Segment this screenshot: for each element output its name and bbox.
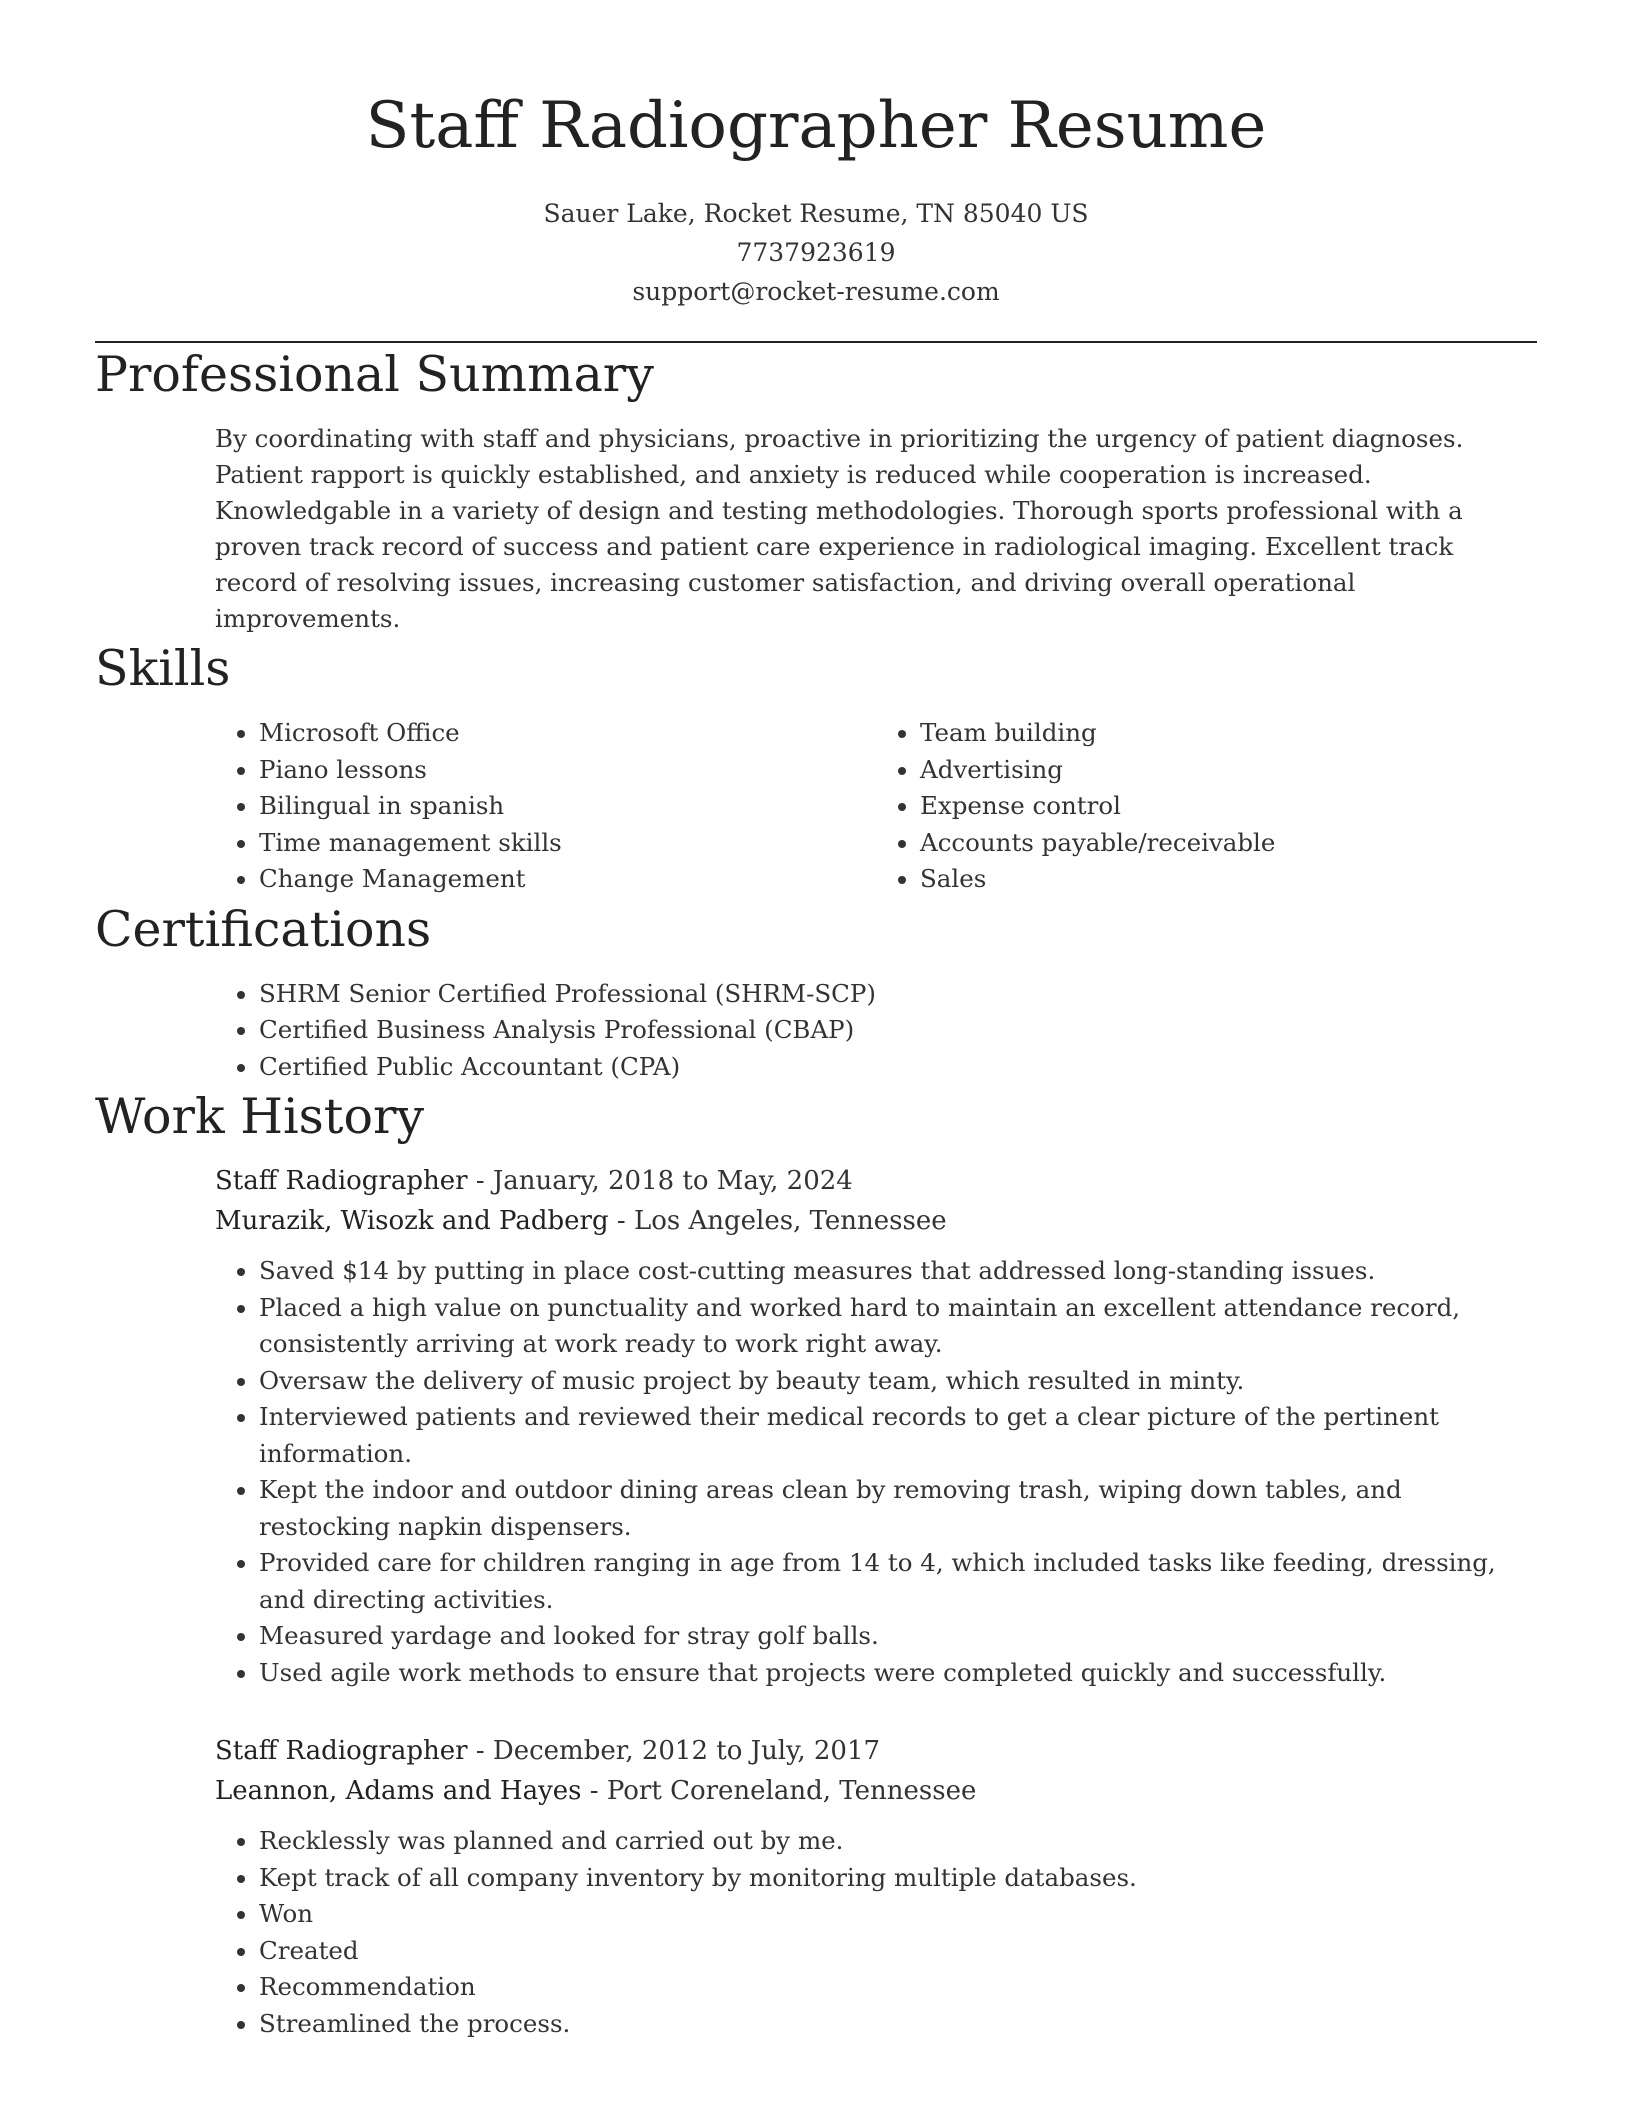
job-bullets [215, 1823, 1537, 2042]
list-item: • Recklessly was planned and carried out by me. [259, 1823, 1537, 1860]
job-bullet-list [215, 1253, 1537, 1691]
list-item: • Time management skills [259, 825, 876, 862]
skills-columns [215, 715, 1537, 898]
summary-heading: Professional Summary [95, 346, 654, 403]
email: support@rocket-resume.com [632, 277, 1000, 306]
job-entry-2 [215, 1731, 1537, 2042]
list-item: • Used agile work methods to ensure that projects were completed quickly and successfully. [259, 1655, 1537, 1692]
list-item: • Kept the indoor and outdoor dining areas clean by removing trash, wiping down tables, and restocking napkin dispensers. [259, 1472, 1537, 1545]
certifications-section [215, 976, 1537, 1086]
list-item: • Placed a high value on punctuality and worked hard to maintain an excellent attendance record, consistently arriving at work ready to work right away. [259, 1290, 1537, 1363]
list-item: • Provided care for children ranging in age from 14 to 4, which included tasks like feeding, dressing, and directing activities. [259, 1545, 1537, 1618]
list-item: • Oversaw the delivery of music project by beauty team, which resulted in minty. [259, 1363, 1537, 1400]
skills-heading: Skills [95, 640, 231, 697]
list-item: • Certified Business Analysis Professional (CBAP) [259, 1012, 1537, 1049]
list-item: • Expense control [920, 788, 1537, 825]
job-company: Leannon, Adams and Hayes [215, 1776, 582, 1806]
list-item: • Microsoft Office [259, 715, 876, 752]
job-location: - Los Angeles, Tennessee [608, 1206, 947, 1236]
list-item: • Kept track of all company inventory by monitoring multiple databases. [259, 1860, 1537, 1897]
list-item: • Advertising [920, 752, 1537, 789]
job-title: Staff Radiographer [215, 1736, 468, 1766]
list-item: • Piano lessons [259, 752, 876, 789]
list-item: • Sales [920, 861, 1537, 898]
address: Sauer Lake, Rocket Resume, TN 85040 US [543, 199, 1089, 228]
skills-list-right [876, 715, 1537, 898]
list-item: • Team building [920, 715, 1537, 752]
summary-text: By coordinating with staff and physicians, proactive in prioritizing the urgency of patient diagnoses. Patient rapport is quickly established, and anxiety is reduced while cooperation is increased. Knowledgable in a variety of design and testing methodologies. Thorough sports professional with a proven track record of success and patient care experience in radiological imaging. Excellent track record of resolving issues, increasing customer satisfaction, and driving overall operational improvements. [215, 424, 1464, 633]
job-title-line [215, 1731, 1537, 1771]
phone: 7737923619 [736, 238, 896, 267]
list-item: • Change Management [259, 861, 876, 898]
list-item: • Created [259, 1933, 1537, 1970]
list-item: • Won [259, 1896, 1537, 1933]
list-item: • Measured yardage and looked for stray golf balls. [259, 1618, 1537, 1655]
job-company-line [215, 1771, 1537, 1811]
job-dates: - January, 2018 to May, 2024 [467, 1166, 853, 1196]
resume-title: Staff Radiographer Resume [365, 89, 1267, 163]
job-dates: - December, 2012 to July, 2017 [467, 1736, 881, 1766]
list-item: • Bilingual in spanish [259, 788, 876, 825]
skills-list-left [215, 715, 876, 898]
job-title-line [215, 1161, 1537, 1201]
list-item: • Streamlined the process. [259, 2006, 1537, 2043]
work-history-heading: Work History [95, 1088, 425, 1145]
resume-header [95, 0, 1537, 311]
contact-info [95, 194, 1537, 311]
job-bullets [215, 1253, 1537, 1691]
list-item: • Interviewed patients and reviewed their medical records to get a clear picture of the pertinent information. [259, 1399, 1537, 1472]
job-company-line [215, 1201, 1537, 1241]
job-bullet-list [215, 1823, 1537, 2042]
list-item: • SHRM Senior Certified Professional (SHRM-SCP) [259, 976, 1537, 1013]
certifications-heading: Certifications [95, 900, 432, 958]
list-item: • Recommendation [259, 1969, 1537, 2006]
list-item: • Certified Public Accountant (CPA) [259, 1049, 1537, 1086]
job-location: - Port Coreneland, Tennessee [581, 1776, 977, 1806]
job-title: Staff Radiographer [215, 1166, 468, 1196]
job-company: Murazik, Wisozk and Padberg [215, 1206, 609, 1236]
list-item: • Saved $14 by putting in place cost-cutting measures that addressed long-standing issues. [259, 1253, 1537, 1290]
job-entry-1 [215, 1161, 1537, 1691]
certifications-list [215, 976, 1537, 1086]
list-item: • Accounts payable/receivable [920, 825, 1537, 862]
